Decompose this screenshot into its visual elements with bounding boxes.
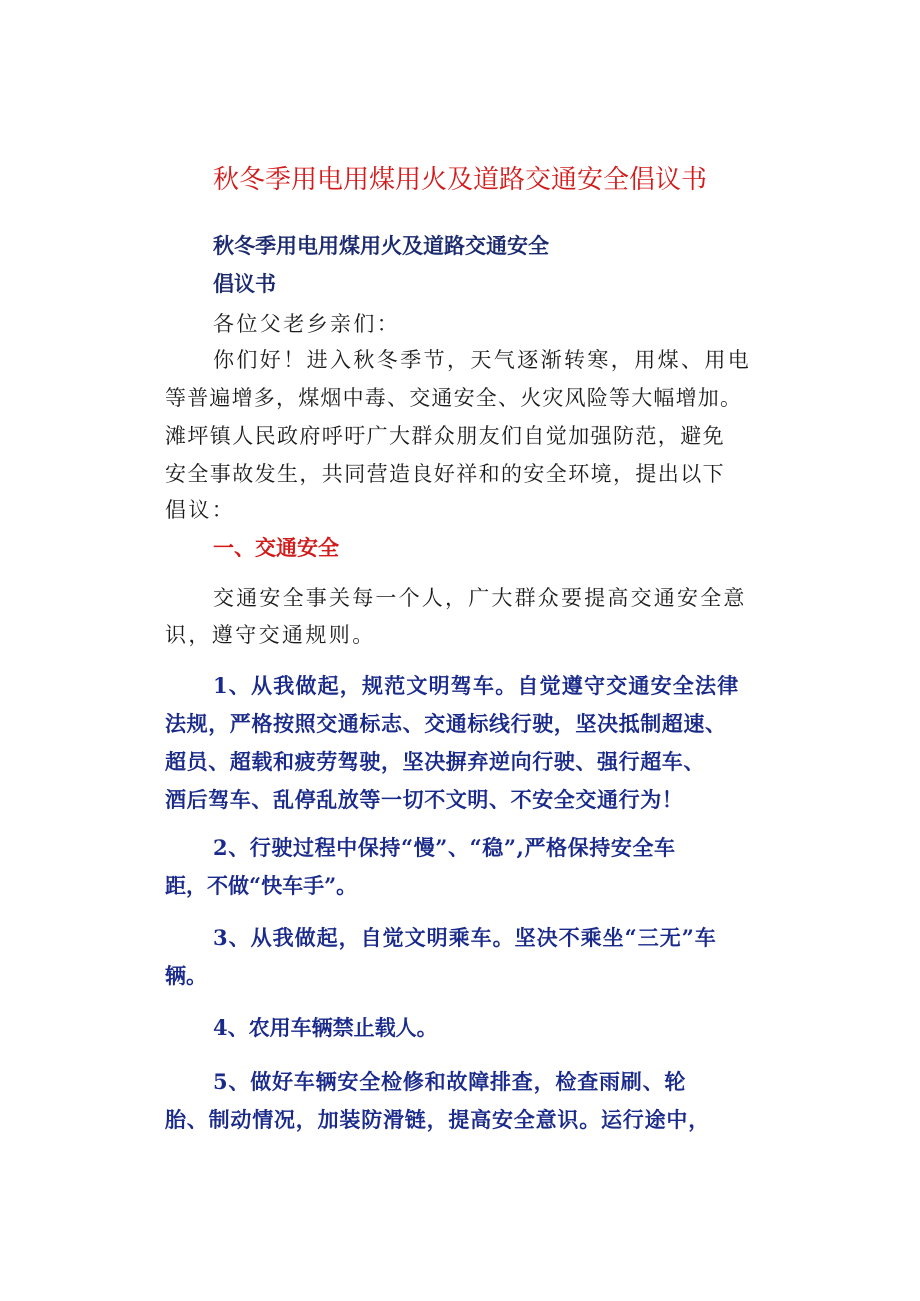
intro-line: 滩坪镇人民政府呼吁广大群众朋友们自觉加强防范，避免 xyxy=(165,424,725,448)
intro-line: 安全事故发生，共同营造良好祥和的安全环境，提出以下 xyxy=(165,462,725,486)
section-intro-line: 识，遵守交通规则。 xyxy=(165,623,376,647)
section-intro-line: 交通安全事关每一个人，广大群众要提高交通安全意 xyxy=(213,586,747,610)
subtitle-line-1: 秋冬季用电用煤用火及道路交通安全 xyxy=(213,233,549,258)
item-1-line: 1、从我做起，规范文明驾车。自觉遵守交通安全法律 xyxy=(213,673,740,698)
item-3-line: 3、从我做起，自觉文明乘车。坚决不乘坐“三无”车 xyxy=(213,925,717,950)
intro-line: 你们好！进入秋冬季节，天气逐渐转寒，用煤、用电 xyxy=(213,348,752,372)
salutation: 各位父老乡亲们： xyxy=(213,312,401,336)
section-heading-traffic-safety: 一、交通安全 xyxy=(213,535,339,560)
item-1-line: 酒后驾车、乱停乱放等一切不文明、不安全交通行为！ xyxy=(165,787,684,812)
item-2-line: 2、行驶过程中保持“慢”、“稳”,严格保持安全车 xyxy=(213,835,676,860)
item-1-line: 法规，严格按照交通标志、交通标线行驶，坚决抵制超速、 xyxy=(165,711,727,736)
document-title: 秋冬季用电用煤用火及道路交通安全倡议书 xyxy=(212,165,707,195)
intro-line: 等普遍增多，煤烟中毒、交通安全、火灾风险等大幅增加。 xyxy=(165,386,743,410)
item-3-line: 辆。 xyxy=(165,963,207,988)
item-5-line: 5、做好车辆安全检修和故障排查，检查雨刷、轮 xyxy=(213,1069,687,1094)
item-5-line: 胎、制动情况，加装防滑链，提高安全意识。运行途中， xyxy=(165,1107,710,1132)
item-2-line: 距，不做“快车手”。 xyxy=(165,873,358,898)
intro-line: 倡议： xyxy=(165,498,236,522)
item-4-line: 4、农用车辆禁止载人。 xyxy=(213,1015,438,1040)
item-1-line: 超员、超载和疲劳驾驶，坚决摒弃逆向行驶、强行超车、 xyxy=(165,749,705,774)
subtitle-line-2: 倡议书 xyxy=(213,271,276,296)
